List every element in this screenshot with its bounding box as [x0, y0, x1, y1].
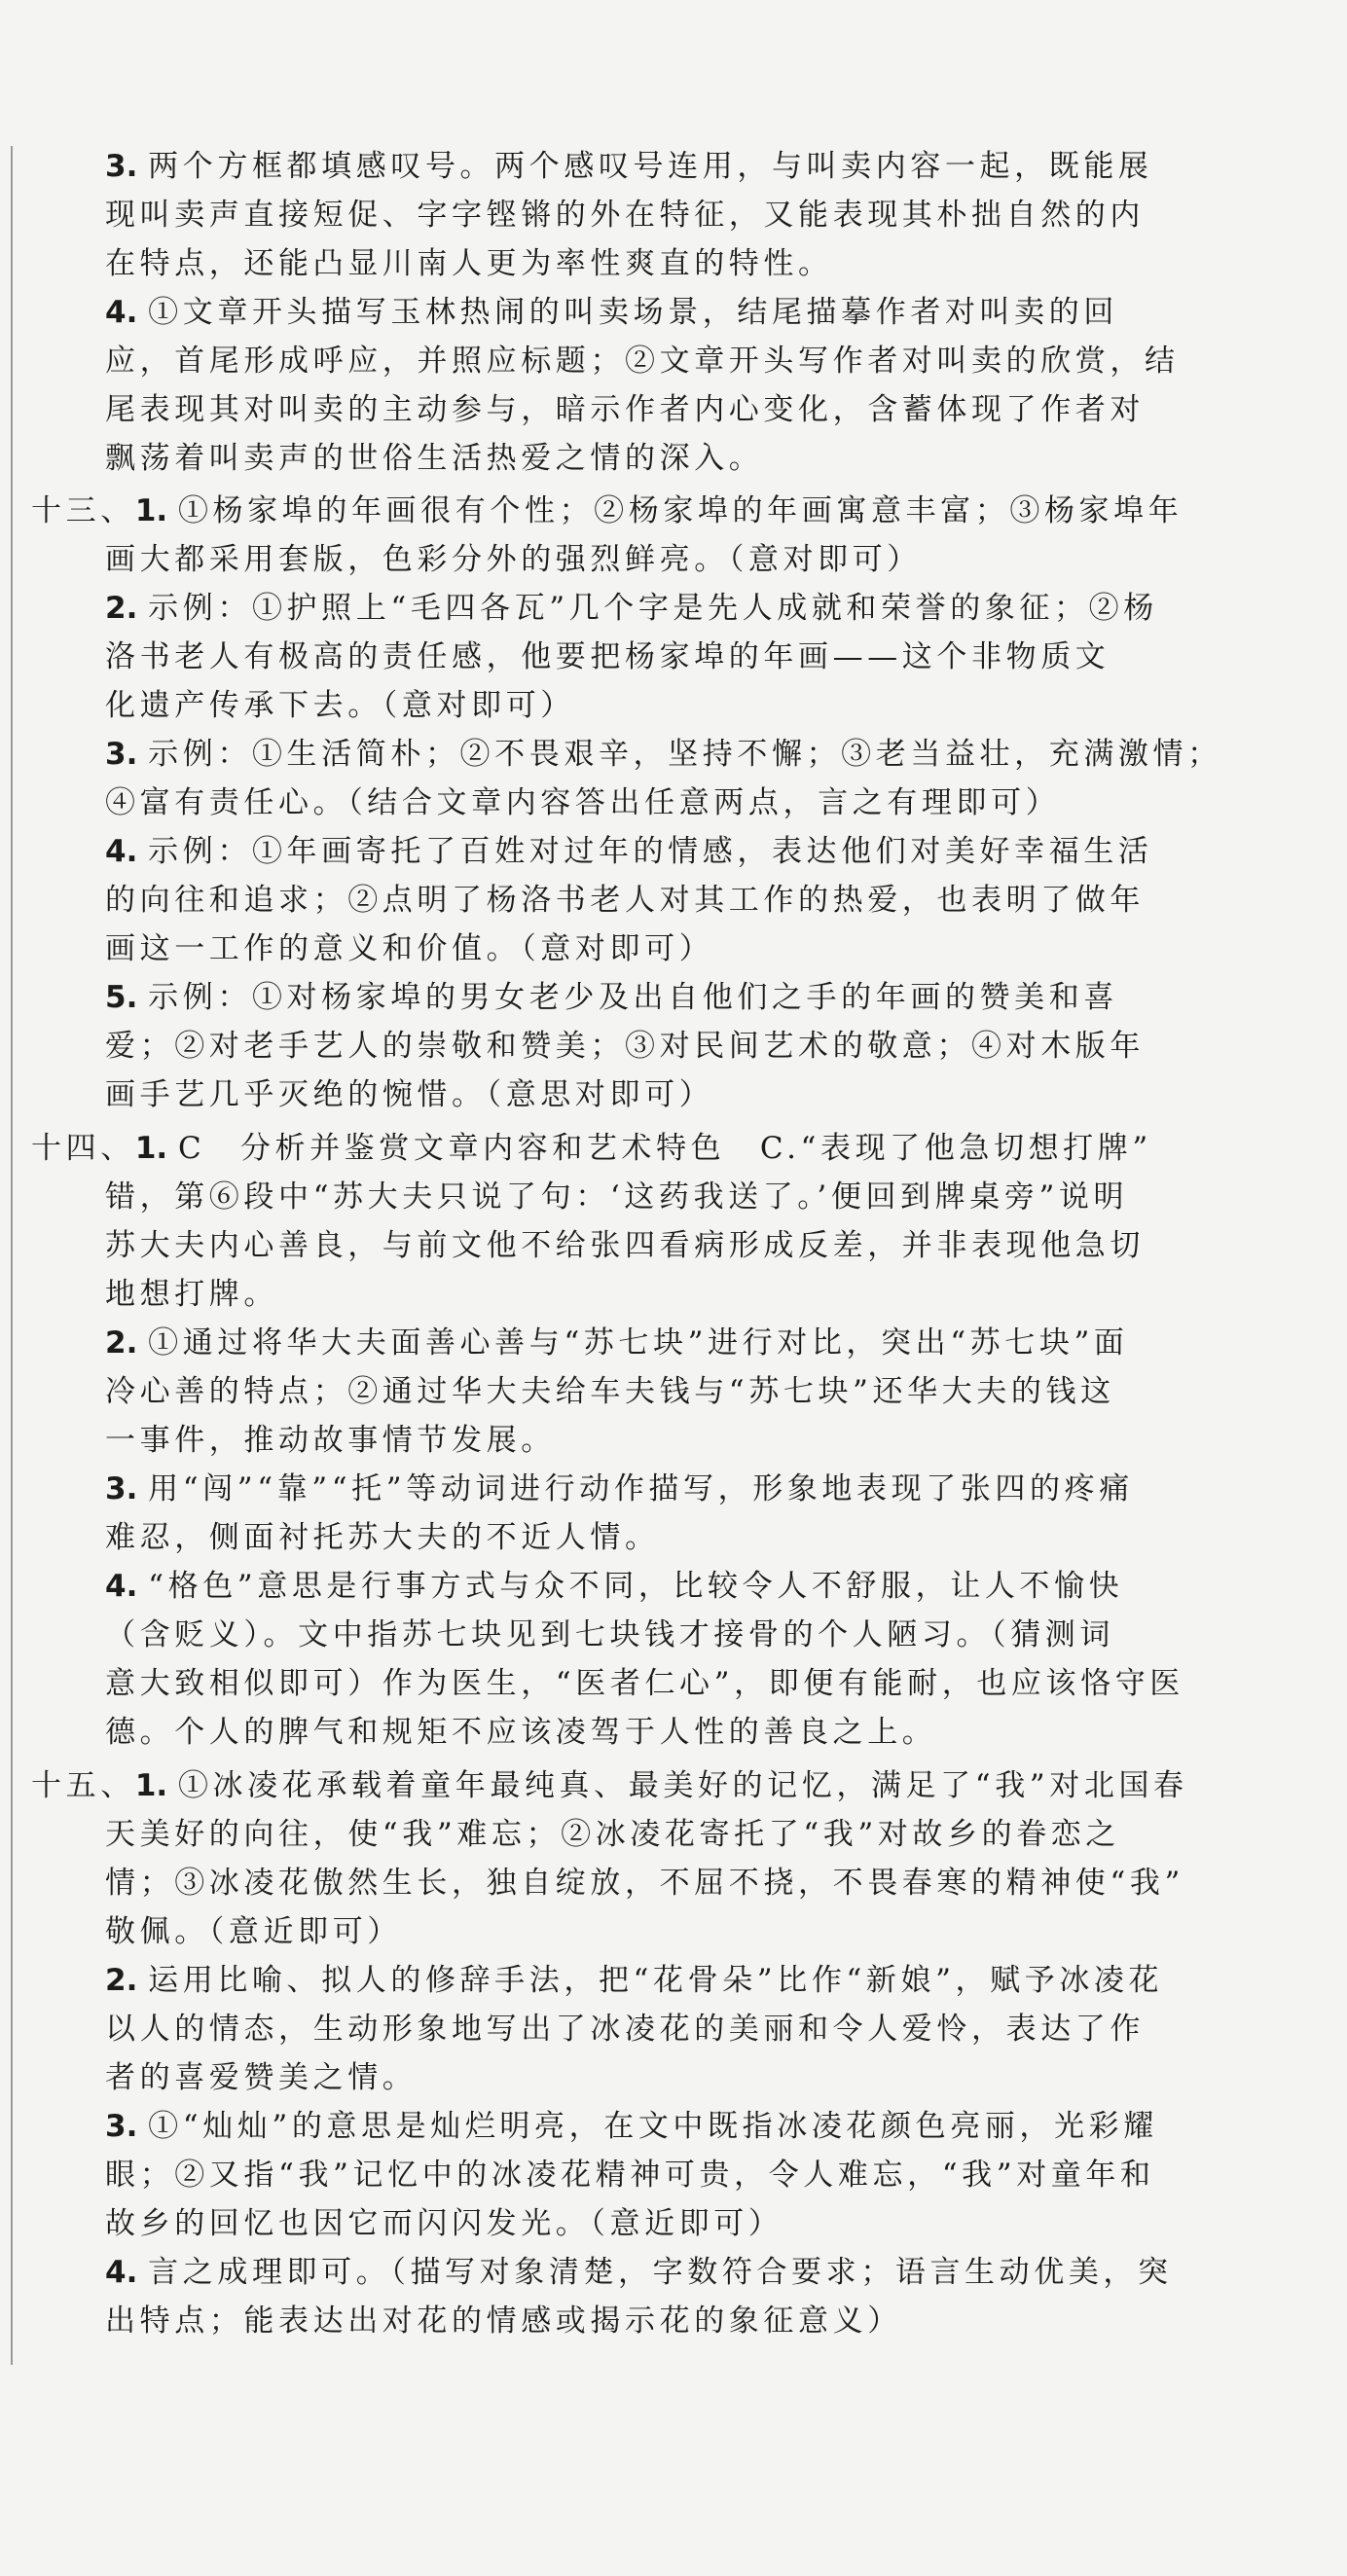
line-text: ①文章开头描写玉林热闹的叫卖场景，结尾描摹作者对叫卖的回 — [148, 295, 1118, 330]
text-line — [105, 925, 713, 973]
line-text: 一事件，推动故事情节发展。 — [105, 1423, 556, 1458]
line-text: 言之成理即可。（描写对象清楚，字数符合要求；语言生动优美，突 — [148, 2255, 1173, 2290]
text-line — [105, 1659, 1184, 1708]
item-number: 1. — [134, 1131, 178, 1166]
item-number: 5. — [105, 980, 149, 1015]
line-text: 示例：①生活简朴；②不畏艰辛，坚持不懈；③老当益壮，充满激情； — [148, 737, 1222, 772]
text-line — [105, 2151, 1155, 2199]
line-text: 化遗产传承下去。（意对即可） — [105, 688, 575, 723]
item-number: 1. — [134, 1768, 178, 1803]
section-heading-line — [31, 1124, 1152, 1173]
text-line — [105, 1416, 556, 1465]
text-line — [105, 2297, 902, 2345]
line-text: ①“灿灿”的意思是灿烂明亮，在文中既指冰凌花颜色亮丽，光彩耀 — [148, 2109, 1158, 2144]
line-text: 示例：①对杨家埠的男女老少及出自他们之手的年画的赞美和喜 — [148, 980, 1118, 1015]
line-text: ④富有责任心。（结合文章内容答出任意两点，言之有理即可） — [105, 785, 1061, 820]
text-line — [105, 681, 575, 730]
line-text: 的向往和追求；②点明了杨洛书老人对其工作的热爱，也表明了做年 — [105, 883, 1145, 918]
item-number: 3. — [105, 1471, 149, 1506]
text-line — [105, 2005, 1145, 2053]
line-text: 以人的情态，生动形象地写出了冰凌花的美丽和令人爱怜，表达了作 — [105, 2012, 1145, 2047]
text-line — [105, 1022, 1145, 1070]
line-text: 应，首尾形成呼应，并照应标题；②文章开头写作者对叫卖的欣赏，结 — [105, 344, 1180, 379]
answer-item-line — [105, 1562, 1123, 1611]
item-number: 4. — [105, 295, 149, 330]
line-text: 故乡的回忆也因它而闪闪发光。（意近即可） — [105, 2206, 783, 2241]
text-line — [105, 1611, 1114, 1659]
line-text: 苏大夫内心善良，与前文他不给张四看病形成反差，并非表现他急切 — [105, 1228, 1145, 1263]
line-text: 现叫卖声直接短促、字字铿锵的外在特征，又能表现其朴拙自然的内 — [105, 198, 1145, 233]
text-line — [105, 1859, 1184, 1907]
answer-item-line — [105, 973, 1118, 1022]
line-text: 地想打牌。 — [105, 1277, 278, 1312]
line-text: ①通过将华大夫面善心善与“苏七块”进行对比，突出“苏七块”面 — [148, 1325, 1129, 1361]
line-text: 天美好的向往，使“我”难忘；②冰凌花寄托了“我”对故乡的眷恋之 — [105, 1817, 1120, 1852]
line-text: 冷心善的特点；②通过华大夫给车夫钱与“苏七块”还华大夫的钱这 — [105, 1374, 1115, 1409]
line-text: 洛书老人有极高的责任感，他要把杨家埠的年画——这个非物质文 — [105, 639, 1110, 674]
line-text: （含贬义）。文中指苏七块见到七块钱才接骨的个人陋习。（猜测词 — [105, 1617, 1114, 1652]
text-line — [105, 191, 1145, 239]
item-number: 1. — [134, 493, 178, 528]
answer-item-line — [105, 1956, 1163, 2005]
text-line — [105, 1221, 1145, 1270]
line-text: 意大致相似即可）作为医生，“医者仁心”，即便有能耐，也应该恪守医 — [105, 1666, 1184, 1701]
item-number: 4. — [105, 834, 149, 869]
text-line — [105, 1708, 936, 1757]
text-line — [105, 1367, 1115, 1416]
section-number: 十三、 — [31, 493, 135, 528]
text-line — [105, 434, 763, 483]
line-text: 画手艺几乎灭绝的惋惜。（意思对即可） — [105, 1077, 714, 1112]
line-text: 画这一工作的意义和价值。（意对即可） — [105, 931, 714, 966]
margin-rule — [11, 146, 13, 2365]
line-text: C 分析并鉴赏文章内容和艺术特色 C.“表现了他急切想打牌” — [177, 1131, 1152, 1166]
section-heading-line — [31, 487, 1183, 535]
text-line — [105, 1070, 713, 1119]
answer-item-line — [105, 1319, 1129, 1367]
answer-item-line — [105, 584, 1158, 633]
text-line — [105, 876, 1145, 925]
text-line — [105, 535, 922, 584]
line-text: 运用比喻、拟人的修辞手法，把“花骨朵”比作“新娘”，赋予冰凌花 — [148, 1963, 1164, 1998]
section-number: 十四、 — [31, 1131, 135, 1166]
item-number: 3. — [105, 2109, 149, 2144]
item-number: 2. — [105, 591, 149, 626]
text-line — [105, 239, 833, 288]
answer-item-line — [105, 827, 1153, 876]
text-line — [105, 337, 1180, 385]
line-text: “格色”意思是行事方式与众不同，比较令人不舒服，让人不愉快 — [148, 1569, 1124, 1604]
answer-item-line — [105, 1465, 1134, 1513]
line-text: ①冰凌花承载着童年最纯真、最美好的记忆，满足了“我”对北国春 — [177, 1768, 1188, 1803]
line-text: 者的喜爱赞美之情。 — [105, 2060, 418, 2095]
line-text: 用“闯”“靠”“托”等动词进行动作描写，形象地表现了张四的疼痛 — [148, 1471, 1134, 1506]
line-text: 情；③冰凌花傲然生长，独自绽放，不屈不挠，不畏春寒的精神使“我” — [105, 1866, 1184, 1901]
line-text: 飘荡着叫卖声的世俗生活热爱之情的深入。 — [105, 441, 764, 476]
answer-item-line — [105, 288, 1118, 337]
answer-item-line — [105, 2102, 1158, 2151]
line-text: 示例：①护照上“毛四各瓦”几个字是先人成就和荣誉的象征；②杨 — [148, 591, 1158, 626]
text-line — [105, 2053, 417, 2102]
line-text: 错，第⑥段中“苏大夫只说了句：‘这药我送了。’便回到牌桌旁”说明 — [105, 1179, 1129, 1215]
item-number: 3. — [105, 737, 149, 772]
item-number: 3. — [105, 149, 149, 184]
line-text: 难忍，侧面衬托苏大夫的不近人情。 — [105, 1520, 660, 1555]
text-line — [105, 779, 1060, 827]
answer-item-line — [105, 2248, 1173, 2297]
item-number: 2. — [105, 1325, 149, 1361]
answer-item-line — [105, 142, 1153, 191]
line-text: 出特点；能表达出对花的情感或揭示花的象征意义） — [105, 2304, 902, 2339]
line-text: 画大都采用套版，色彩分外的强烈鲜亮。（意对即可） — [105, 542, 922, 577]
item-number: 2. — [105, 1963, 149, 1998]
text-line — [105, 1907, 402, 1956]
section-heading-line — [31, 1761, 1188, 1810]
line-text: 爱；②对老手艺人的崇敬和赞美；③对民间艺术的敬意；④对木版年 — [105, 1029, 1145, 1064]
text-line — [105, 633, 1110, 681]
line-text: 尾表现其对叫卖的主动参与，暗示作者内心变化，含蓄体现了作者对 — [105, 392, 1145, 427]
answer-item-line — [105, 730, 1222, 779]
line-text: 德。个人的脾气和规矩不应该凌驾于人性的善良之上。 — [105, 1715, 937, 1750]
line-text: 眼；②又指“我”记忆中的冰凌花精神可贵，令人难忘，“我”对童年和 — [105, 2158, 1155, 2193]
text-line — [105, 385, 1145, 434]
text-line — [105, 1513, 660, 1562]
line-text: 在特点，还能凸显川南人更为率性爽直的特性。 — [105, 246, 833, 281]
item-number: 4. — [105, 1569, 149, 1604]
text-line — [105, 2199, 783, 2248]
section-number: 十五、 — [31, 1768, 135, 1803]
line-text: 两个方框都填感叹号。两个感叹号连用，与叫卖内容一起，既能展 — [148, 149, 1153, 184]
line-text: 示例：①年画寄托了百姓对过年的情感，表达他们对美好幸福生活 — [148, 834, 1153, 869]
line-text: ①杨家埠的年画很有个性；②杨家埠的年画寓意丰富；③杨家埠年 — [177, 493, 1183, 528]
line-text: 敬佩。（意近即可） — [105, 1914, 402, 1949]
text-line — [105, 1270, 278, 1319]
item-number: 4. — [105, 2255, 149, 2290]
text-line — [105, 1810, 1120, 1859]
text-line — [105, 1173, 1128, 1221]
